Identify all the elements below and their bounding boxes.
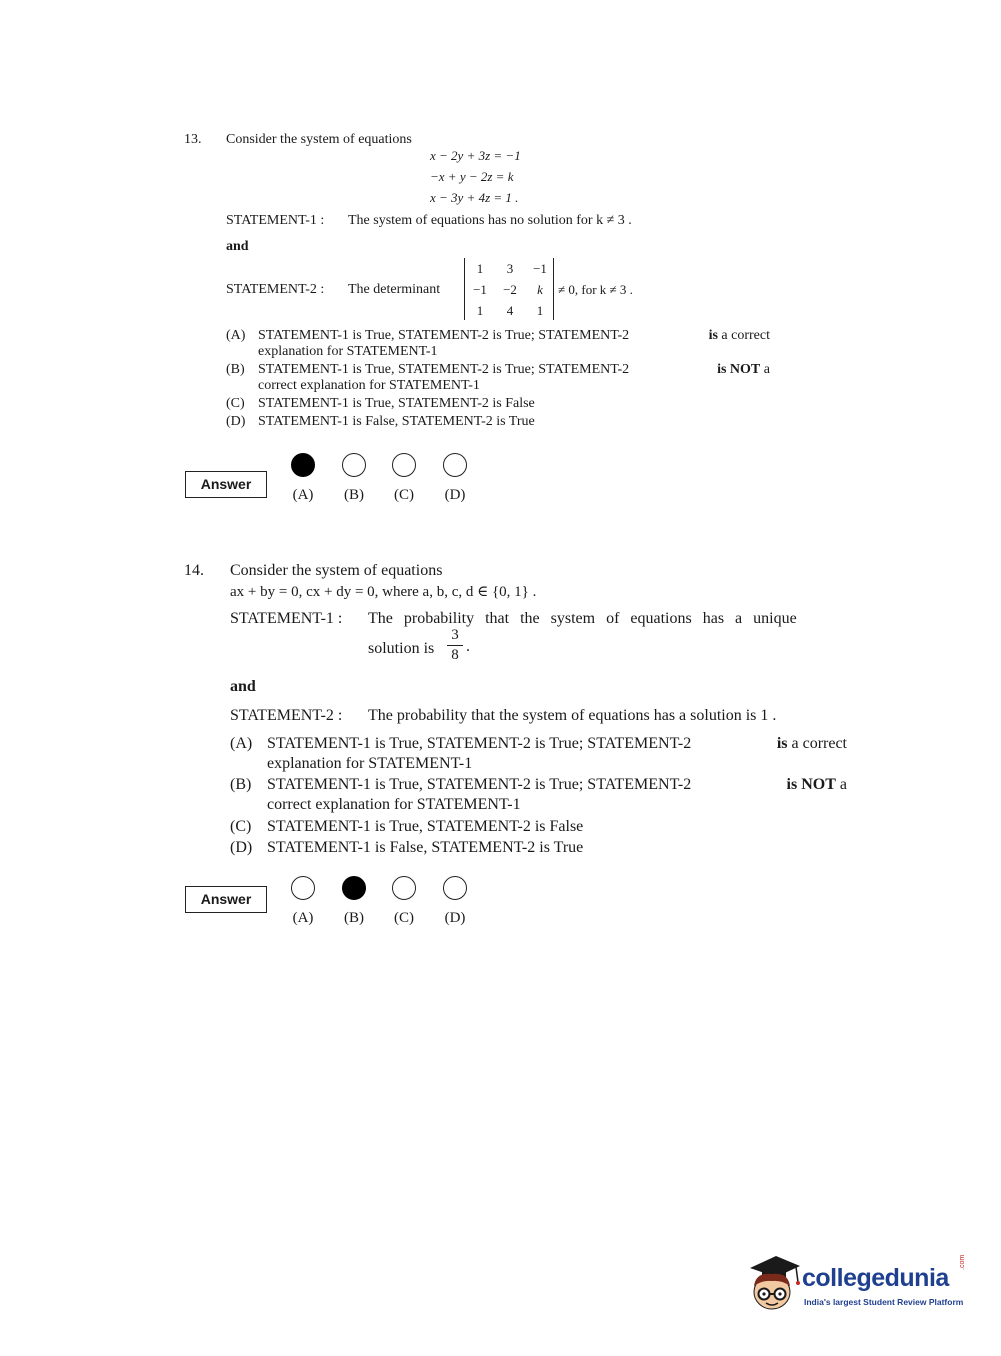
determinant-matrix [464,258,554,320]
option-b-line1 [267,776,847,794]
option-b-line2: correct explanation for STATEMENT-1 [267,796,521,813]
option-d-text: STATEMENT-1 is False, STATEMENT-2 is True [258,414,535,429]
option-c-letter: (C) [226,396,245,411]
option-b-line1 [258,362,770,378]
option-a-bold: is [708,328,718,343]
option-b-text: STATEMENT-1 is True, STATEMENT-2 is True; STATEMENT-2 [258,362,630,377]
answer-label: Answer [185,471,267,498]
matrix-cell: 1 [476,261,484,276]
determinant-condition: ≠ 0, for k ≠ 3 . [558,282,633,297]
statement-2-text: The probability that the system of equations has a solution is 1 . [368,707,777,724]
option-b-text: STATEMENT-1 is True, STATEMENT-2 is True; STATEMENT-2 [267,776,692,793]
fraction-numerator: 3 [451,627,459,643]
statement-1-text: The system of equations has no solution for k ≠ 3 . [348,213,632,228]
option-b-letter: (B) [226,362,245,377]
mascot-icon [742,1250,802,1314]
bubble-label-a: (A) [292,487,314,503]
option-b-bold: is NOT [717,362,761,377]
option-a-line2: explanation for STATEMENT-1 [258,344,438,359]
matrix-cell: 1 [536,303,544,318]
option-a-tail: a correct [721,328,770,343]
equation-2: −x + y − 2z = k [430,169,514,184]
bubble-a[interactable] [291,876,315,900]
and-connector: and [230,678,256,695]
bubble-label-b: (B) [344,487,364,503]
bubble-label-a: (A) [292,910,314,926]
matrix-cell: 1 [476,303,484,318]
statement-1-label: STATEMENT-1 : [226,213,325,228]
matrix-cell: −1 [473,282,487,297]
option-b-letter: (B) [230,776,252,793]
statement-1-text: The probability that the system of equations has a unique [368,610,797,627]
option-b-tail: a [839,776,847,793]
answer-label: Answer [185,886,267,913]
option-c-text: STATEMENT-1 is True, STATEMENT-2 is False [267,818,584,835]
matrix-cell: k [537,282,543,297]
option-a-text: STATEMENT-1 is True, STATEMENT-2 is True; STATEMENT-2 [258,328,630,343]
statement-2-label: STATEMENT-2 : [226,282,325,297]
option-a-tail: a correct [791,735,847,752]
option-d-letter: (D) [226,414,246,429]
option-a-line1 [267,735,847,753]
logo-wordmark: collegedunia [802,1264,949,1292]
equation-3: x − 3y + 4z = 1 . [430,190,519,205]
option-a-line2: explanation for STATEMENT-1 [267,755,473,772]
question-number: 14. [184,562,204,579]
bubble-label-b: (B) [344,910,364,926]
question-intro: Consider the system of equations [226,132,412,147]
and-connector: and [226,239,249,254]
option-a-text: STATEMENT-1 is True, STATEMENT-2 is True; STATEMENT-2 [267,735,692,752]
question-number: 13. [184,132,202,147]
option-b-line2: correct explanation for STATEMENT-1 [258,378,480,393]
equation-1: x − 2y + 3z = −1 [430,148,521,163]
fraction-period: . [466,638,470,655]
bubble-label-c: (C) [394,487,414,503]
option-c-letter: (C) [230,818,252,835]
option-d-letter: (D) [230,839,253,856]
statement-1-label: STATEMENT-1 : [230,610,343,627]
option-b-tail: a [763,362,770,377]
matrix-cell: −1 [533,261,547,276]
question-intro: Consider the system of equations [230,562,443,579]
option-c-text: STATEMENT-1 is True, STATEMENT-2 is False [258,396,535,411]
bubble-label-c: (C) [394,910,414,926]
option-a-bold: is [776,735,788,752]
bubble-b[interactable] [342,876,366,900]
statement-2-label: STATEMENT-2 : [230,707,343,724]
statement-2-text: The determinant [348,282,441,297]
bubble-d[interactable] [443,876,467,900]
option-a-letter: (A) [230,735,253,752]
bubble-c[interactable] [392,876,416,900]
option-b-bold: is NOT [786,776,836,793]
option-a-line1 [258,328,770,344]
statement-1-line1 [368,610,847,628]
logo-tagline: India's largest Student Review Platform [804,1297,964,1307]
logo-suffix: .com [959,1254,966,1270]
bubble-label-d: (D) [444,487,466,503]
bubble-d[interactable] [443,453,467,477]
bubble-a[interactable] [291,453,315,477]
bubble-label-d: (D) [444,910,466,926]
statement-1-line2: solution is [368,640,435,657]
matrix-cell: −2 [503,282,517,297]
fraction [447,627,463,664]
option-a-letter: (A) [226,328,246,343]
bubble-c[interactable] [392,453,416,477]
fraction-denominator: 8 [451,647,459,663]
matrix-cell: 4 [506,303,514,318]
equation-line: ax + by = 0, cx + dy = 0, where a, b, c, d ∈ {0, 1} . [230,584,537,600]
collegedunia-logo[interactable] [742,1250,972,1320]
bubble-b[interactable] [342,453,366,477]
option-d-text: STATEMENT-1 is False, STATEMENT-2 is True [267,839,584,856]
matrix-cell: 3 [506,261,514,276]
